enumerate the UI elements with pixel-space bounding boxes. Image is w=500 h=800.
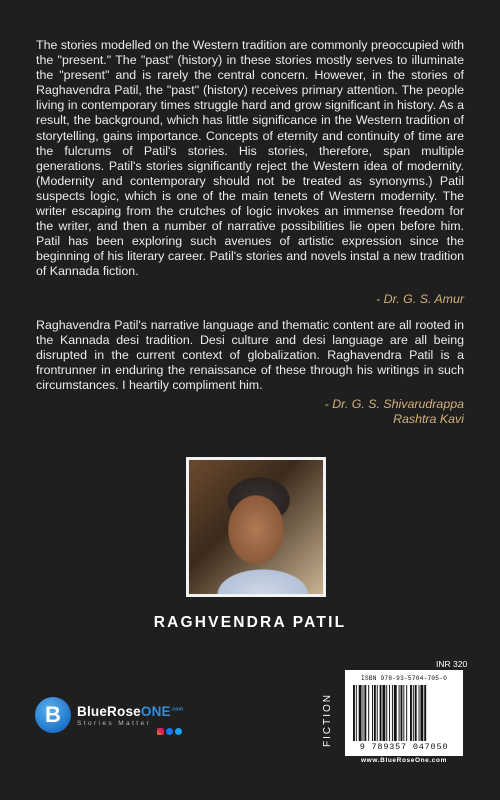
publisher-tagline: Stories Matter [77,719,152,727]
isbn-number: ISBN 978-93-5704-705-0 [360,675,448,682]
author-photo [189,460,323,594]
barcode-digits: 9 789357 047050 [359,742,449,752]
attribution-shivarudrappa [325,397,464,427]
twitter-icon [175,728,182,735]
blurb-paragraph-1: The stories modelled on the Western tradition are commonly preoccupied with the "present." The "past" (history) in these stories mostly serves to illuminate the "present" and is rarely the central concern. However, in the stories of Raghavendra Patil, the "past" (history) receives primary attention. The people living in contemporary times struggle hard and grow significant in history. As a result, the background, which has little significance in the Western tradition of storytelling, gains importance. Concepts of eternity and continuity of time are the fulcrums of Patil's stories. His stories, therefore, span multiple generations. Patil's stories significantly reject the Western idea of modernity. (Modernity and contemporary should not be treated as synonyms.) Patil suspects logic, which is one of the main tenets of Western modernity. The writer escaping from the crutches of logic invokes an immense freedom for the writer, and then a number of narrative possibilities lie open before him. Patil has been exploring such avenues of artistic expression since the beginning of his literary career. Patil's stories and novels instal a new tradition of Kannada fiction. [36,38,464,279]
attribution-name: - Dr. G. S. Shivarudrappa [324,397,464,411]
instagram-icon [157,728,164,735]
price-label: INR 320 [436,659,468,669]
publisher-domain-suffix: .com [170,706,184,712]
social-icons [157,728,182,735]
author-name: RAGHVENDRA PATIL [153,614,347,631]
attribution-amur: - Dr. G. S. Amur [376,292,464,306]
publisher-website: www.BlueRoseOne.com [361,757,447,764]
publisher-logo-icon: B [35,697,71,733]
genre-label: FICTION [322,693,333,747]
facebook-icon [166,728,173,735]
publisher-logo-text [77,704,183,727]
blurb-paragraph-2: Raghavendra Patil's narrative language and thematic content are all rooted in the Kannada desi tradition. Desi culture and desi language are all being disrupted in the current context of globalization. Raghavendra Patil is a frontrunner in enduring the renaissance of these through his writings in such circumstances. I heartily compliment him. [36,318,464,393]
author-photo-frame [186,457,326,597]
publisher-name [77,704,183,719]
isbn-barcode [345,670,463,756]
publisher-name-part2: ONE [140,703,171,719]
publisher-name-part1: BlueRose [77,703,141,719]
barcode-bars [351,685,457,741]
attribution-title: Rashtra Kavi [393,412,464,426]
